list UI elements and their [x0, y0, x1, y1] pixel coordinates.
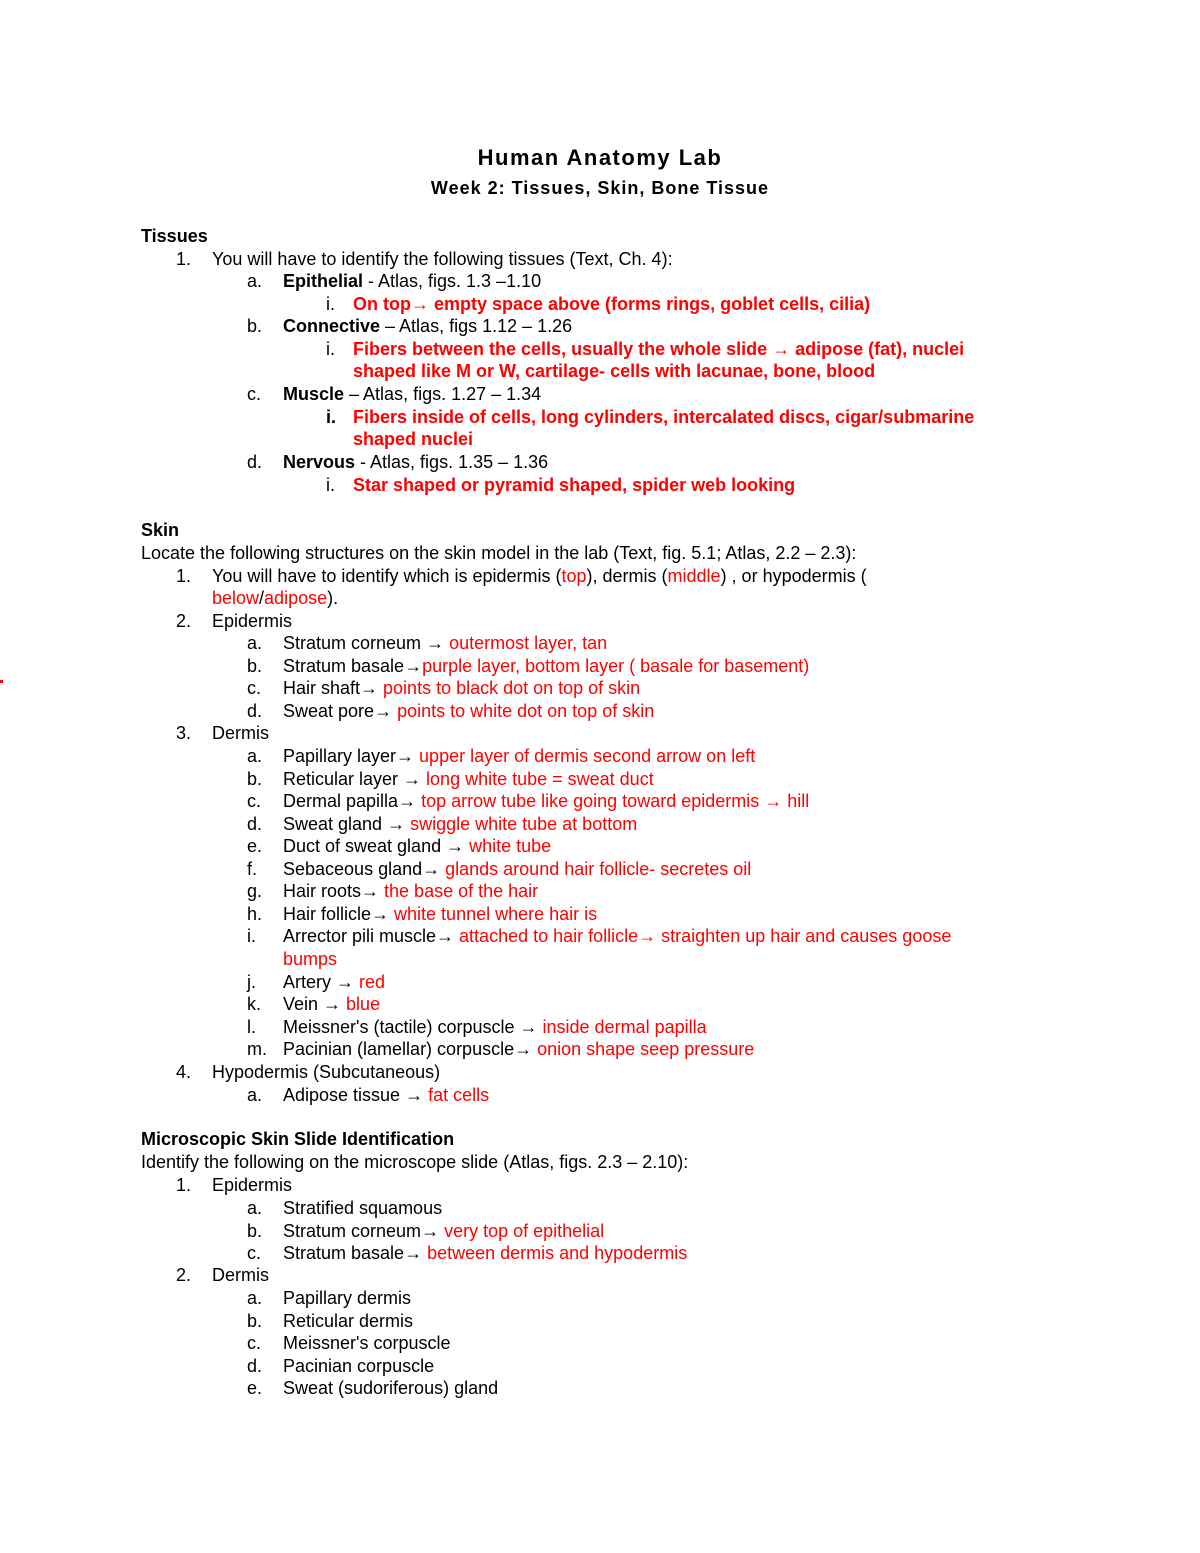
text-run: ), dermis ( [586, 566, 668, 586]
text-run: ). [327, 588, 339, 608]
tissue-ref: - Atlas, figs. 1.35 – 1.36 [355, 452, 549, 472]
item-note: purple layer, bottom layer ( basale for basement) [422, 656, 810, 676]
list-item [283, 1377, 498, 1399]
list-item [283, 655, 809, 677]
list-letter: h. [247, 904, 263, 924]
item-note: swiggle white tube at bottom [405, 814, 638, 834]
arrow-icon: → [421, 1221, 440, 1241]
item-label: Arrector pili muscle [283, 926, 437, 946]
arrow-icon: → [371, 904, 390, 924]
list-item [283, 903, 597, 925]
tissue-ref: - Atlas, figs. 1.3 –1.10 [363, 271, 542, 291]
tissue-ref: – Atlas, figs 1.12 – 1.26 [380, 316, 573, 336]
list-letter: i. [247, 926, 256, 946]
section-heading-microscopic: Microscopic Skin Slide Identification [141, 1129, 455, 1149]
list-letter: d. [247, 814, 263, 834]
arrow-icon: → [398, 791, 417, 811]
item-label: Pacinian (lamellar) corpuscle [283, 1039, 515, 1059]
list-letter: a. [247, 1288, 263, 1308]
list-item [283, 315, 572, 337]
item-note: points to black dot on top of skin [378, 678, 641, 698]
list-item [283, 383, 541, 405]
list-letter: a. [247, 633, 263, 653]
arrow-icon: → [405, 1085, 424, 1105]
arrow-icon: → [374, 701, 393, 721]
list-item [283, 1287, 411, 1309]
tissue-name: Nervous [283, 452, 356, 472]
list-roman: i. [326, 407, 337, 427]
item-label: Sebaceous gland [283, 859, 423, 879]
list-number: 4. [176, 1062, 192, 1082]
list-number: 3. [176, 723, 192, 743]
page-subtitle: Week 2: Tissues, Skin, Bone Tissue [430, 178, 770, 198]
text-run-red: below [212, 588, 260, 608]
list-letter: j. [247, 972, 256, 992]
list-item [283, 993, 380, 1015]
list-letter: c. [247, 678, 262, 698]
tissue-name: Connective [283, 316, 381, 336]
list-letter: b. [247, 1221, 263, 1241]
list-item [283, 1242, 687, 1264]
list-item [283, 700, 654, 722]
item-label: Hair follicle [283, 904, 372, 924]
tissue-note: Fibers between the cells, usually the whole slide → adipose (fat), nuclei [353, 339, 965, 359]
section-heading-skin: Skin [141, 520, 180, 540]
arrow-icon: → [336, 972, 355, 992]
item-note: very top of epithelial [439, 1221, 605, 1241]
list-roman: i. [326, 339, 335, 359]
section-intro: Locate the following structures on the skin model in the lab (Text, fig. 5.1; Atlas, 2.2 – 2.3): [141, 543, 857, 563]
list-letter: c. [247, 1243, 262, 1263]
text-run-red: adipose [264, 588, 328, 608]
list-item [283, 1355, 434, 1377]
tissue-name: Epithelial [283, 271, 364, 291]
item-label: Stratified squamous [283, 1198, 443, 1218]
arrow-icon: → [436, 926, 455, 946]
list-letter: g. [247, 881, 263, 901]
list-letter: d. [247, 452, 263, 472]
item-note: white tube [464, 836, 552, 856]
list-letter: b. [247, 656, 263, 676]
list-letter: b. [247, 316, 263, 336]
arrow-icon: → [387, 814, 406, 834]
list-item [283, 270, 541, 292]
item-label: Sweat gland [283, 814, 388, 834]
text-run-red: middle [667, 566, 721, 586]
list-item [283, 1310, 413, 1332]
page-title: Human Anatomy Lab [477, 145, 723, 170]
list-item [283, 1016, 707, 1038]
item-label: Papillary layer [283, 746, 397, 766]
list-number: 2. [176, 1265, 192, 1285]
list-letter: a. [247, 746, 263, 766]
list-letter: c. [247, 791, 262, 811]
list-item [283, 925, 951, 947]
text-run: / [259, 588, 265, 608]
list-item [283, 1084, 489, 1106]
list-letter: e. [247, 1378, 263, 1398]
margin-mark [0, 680, 3, 683]
list-item [283, 632, 607, 654]
item-note: red [354, 972, 386, 992]
item-label: Stratum basale [283, 1243, 405, 1263]
list-item [283, 835, 551, 857]
arrow-icon: → [403, 769, 422, 789]
list-item [283, 745, 755, 767]
list-item: Epidermis [212, 611, 293, 631]
list-item [283, 813, 637, 835]
list-item [283, 677, 640, 699]
item-label: Papillary dermis [283, 1288, 412, 1308]
list-item: Hypodermis (Subcutaneous) [212, 1062, 441, 1082]
item-note: blue [341, 994, 381, 1014]
arrow-icon: → [404, 1243, 423, 1263]
item-label: Hair shaft [283, 678, 361, 698]
list-item [283, 451, 548, 473]
item-note: outermost layer, tan [444, 633, 608, 653]
list-roman: i. [326, 475, 335, 495]
section-heading-tissues: Tissues [141, 226, 208, 246]
list-item: Epidermis [212, 1175, 293, 1195]
list-letter: l. [247, 1017, 256, 1037]
list-letter: m. [247, 1039, 267, 1059]
list-letter: k. [247, 994, 262, 1014]
item-note: between dermis and hypodermis [422, 1243, 688, 1263]
tissue-note: shaped like M or W, cartilage- cells with lacunae, bone, blood [353, 361, 876, 381]
item-label: Meissner's (tactile) corpuscle [283, 1017, 520, 1037]
arrow-icon: → [360, 678, 379, 698]
tissue-name: Muscle [283, 384, 345, 404]
list-letter: d. [247, 1356, 263, 1376]
list-roman: i. [326, 294, 335, 314]
tissue-note: shaped nuclei [353, 429, 474, 449]
arrow-icon: → [422, 859, 441, 879]
list-item [283, 1220, 604, 1242]
arrow-icon: → [426, 633, 445, 653]
list-item [283, 971, 385, 993]
item-note: points to white dot on top of skin [392, 701, 655, 721]
item-label: Artery [283, 972, 337, 992]
arrow-icon: → [446, 836, 465, 856]
text-run-red: top [561, 566, 587, 586]
item-note: inside dermal papilla [537, 1017, 707, 1037]
item-label: Duct of sweat gland [283, 836, 447, 856]
list-letter: b. [247, 769, 263, 789]
text-run: You will have to identify which is epidermis ( [212, 566, 562, 586]
item-note: bumps [283, 949, 338, 969]
item-label: Stratum corneum [283, 1221, 422, 1241]
item-note: fat cells [423, 1085, 490, 1105]
list-number: 2. [176, 611, 192, 631]
list-item: You will have to identify the following tissues (Text, Ch. 4): [212, 249, 673, 269]
list-item [283, 768, 654, 790]
text-run: ) , or hypodermis ( [720, 566, 867, 586]
item-label: Reticular dermis [283, 1311, 414, 1331]
list-number: 1. [176, 566, 192, 586]
list-item [283, 880, 538, 902]
arrow-icon: → [396, 746, 415, 766]
item-label: Sweat pore [283, 701, 375, 721]
item-label: Meissner's corpuscle [283, 1333, 451, 1353]
item-label: Hair roots [283, 881, 362, 901]
list-number: 1. [176, 249, 192, 269]
list-letter: b. [247, 1311, 263, 1331]
item-label: Vein [283, 994, 324, 1014]
item-note: white tunnel where hair is [389, 904, 598, 924]
tissue-ref: – Atlas, figs. 1.27 – 1.34 [344, 384, 542, 404]
arrow-icon: → [361, 881, 380, 901]
list-item: Dermis [212, 723, 269, 743]
arrow-icon: → [323, 994, 342, 1014]
list-item [212, 565, 867, 587]
list-letter: c. [247, 1333, 262, 1353]
item-label: Stratum basale [283, 656, 405, 676]
list-letter: a. [247, 271, 263, 291]
section-intro: Identify the following on the microscope slide (Atlas, figs. 2.3 – 2.10): [141, 1152, 689, 1172]
item-note: upper layer of dermis second arrow on left [414, 746, 756, 766]
item-note: the base of the hair [379, 881, 539, 901]
list-item [283, 790, 809, 812]
arrow-icon: → [514, 1039, 533, 1059]
arrow-icon: → [519, 1017, 538, 1037]
item-note: long white tube = sweat duct [421, 769, 654, 789]
list-item-continued [212, 587, 338, 609]
item-note: glands around hair follicle- secretes oil [440, 859, 752, 879]
list-item [283, 948, 337, 970]
list-letter: a. [247, 1198, 263, 1218]
list-item [283, 1332, 451, 1354]
item-label: Dermal papilla [283, 791, 399, 811]
list-letter: c. [247, 384, 262, 404]
list-item [283, 1197, 442, 1219]
list-item [283, 1038, 754, 1060]
list-letter: e. [247, 836, 263, 856]
list-letter: d. [247, 701, 263, 721]
tissue-note: Fibers inside of cells, long cylinders, intercalated discs, cigar/submarine [353, 407, 975, 427]
list-item [283, 858, 751, 880]
item-note: onion shape seep pressure [532, 1039, 755, 1059]
item-note: attached to hair follicle→ straighten up hair and causes goose [454, 926, 952, 946]
item-label: Sweat (sudoriferous) gland [283, 1378, 499, 1398]
tissue-note: On top→ empty space above (forms rings, goblet cells, cilia) [353, 294, 871, 314]
item-label: Stratum corneum [283, 633, 427, 653]
item-label: Pacinian corpuscle [283, 1356, 435, 1376]
list-item: Dermis [212, 1265, 269, 1285]
list-number: 1. [176, 1175, 192, 1195]
tissue-note: Star shaped or pyramid shaped, spider web looking [353, 475, 796, 495]
arrow-icon: → [404, 656, 423, 676]
item-label: Reticular layer [283, 769, 404, 789]
item-label: Adipose tissue [283, 1085, 406, 1105]
list-letter: f. [247, 859, 258, 879]
list-letter: a. [247, 1085, 263, 1105]
item-note: top arrow tube like going toward epidermis → hill [416, 791, 810, 811]
